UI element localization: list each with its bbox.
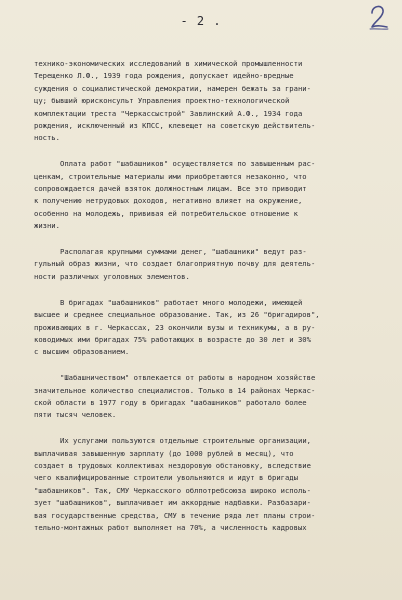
text-line: гульный образ жизни, что создает благоприятную почву для деятель- <box>34 259 316 269</box>
text-line: суждения о социалистической демократии, намерен бежать за грани- <box>34 83 311 93</box>
text-line: зует "шабашников", выплачивает им аккордные надбавки. Разбазари- <box>34 498 311 508</box>
text-line: сопровождается дачей взяток должностным лицам. Все это приводит <box>34 184 307 194</box>
text-line: с высшим образованием. <box>34 347 130 357</box>
text-line: жизни. <box>34 221 60 231</box>
text-line: выплачивая завышенную зарплату (до 1000 рублей в месяц), что <box>34 448 294 458</box>
text-line: рождения, исключенный из КПСС, клевещет на советскую действитель- <box>34 120 316 130</box>
text-line: Оплата работ "шабашников" осуществляется по завышенным рас- <box>60 159 316 169</box>
text-line: цу; бывший юрисконсульт Управления проектно-технологической <box>34 96 290 106</box>
text-line: ность. <box>34 133 60 143</box>
text-line: высшее и среднее специальное образование. Так, из 26 "бригадиров", <box>34 310 320 320</box>
text-line: комплектации треста "Черкассыстрой" Завлинский А.Ф., 1934 года <box>34 108 303 118</box>
paragraph <box>34 297 390 359</box>
text-line: "Шабашничеством" отвлекается от работы в народном хозяйстве <box>60 373 316 383</box>
handwritten-page-number-icon <box>368 2 390 32</box>
text-line: ской области в 1977 году в бригадах "шабашников" работало более <box>34 397 307 407</box>
paragraph <box>34 58 390 145</box>
paragraph <box>34 435 390 534</box>
text-line: проживающих в г. Черкассах, 23 окончили вузы и техникумы, а в ру- <box>34 322 316 332</box>
text-line: ности различных уголовных элементов. <box>34 271 190 281</box>
text-line: чего квалифицированные строители увольняются и идут в бригады <box>34 473 298 483</box>
text-line: вая государственные средства, СМУ в течение ряда лет планы строи- <box>34 510 316 520</box>
text-line: тельно-монтажных работ выполняет на 70%, а численность кадровых <box>34 523 307 532</box>
text-line: технико-экономических исследований в химической промышленности <box>34 59 303 68</box>
document-body <box>34 58 390 548</box>
text-line: пяти тысяч человек. <box>34 410 117 420</box>
text-line: Терещенко Л.Ф., 1939 года рождения, допускает идейно-вредные <box>34 71 294 81</box>
text-line: к получению нетрудовых доходов, негативно влияет на окружение, <box>34 196 303 206</box>
paragraph <box>34 246 390 283</box>
paragraph <box>34 158 390 232</box>
text-line: В бригадах "шабашников" работает много молодежи, имеющей <box>60 297 303 307</box>
paragraph <box>34 372 390 422</box>
text-line: Располагая крупными суммами денег, "шабашники" ведут раз- <box>60 247 307 257</box>
text-line: ководимых ими бригадах 75% работающих в возрасте до 30 лет и 30% <box>34 334 311 344</box>
text-line: особенно на молодежь, прививая ей потребительское отношение к <box>34 208 298 218</box>
text-line: Их услугами пользуются отдельные строительные организации, <box>60 436 311 446</box>
page-number: - 2 . <box>180 14 222 28</box>
text-line: значительное количество специалистов. Только в 14 районах Черкас- <box>34 385 316 395</box>
text-line: создает в трудовых коллективах нездоровую обстановку, вследствие <box>34 461 311 471</box>
text-line: ценкам, строительные материалы ими приобретаются незаконно, что <box>34 171 307 181</box>
text-line: "шабашников". Так, СМУ Черкасского облпотребсоюза широко исполь- <box>34 485 311 495</box>
